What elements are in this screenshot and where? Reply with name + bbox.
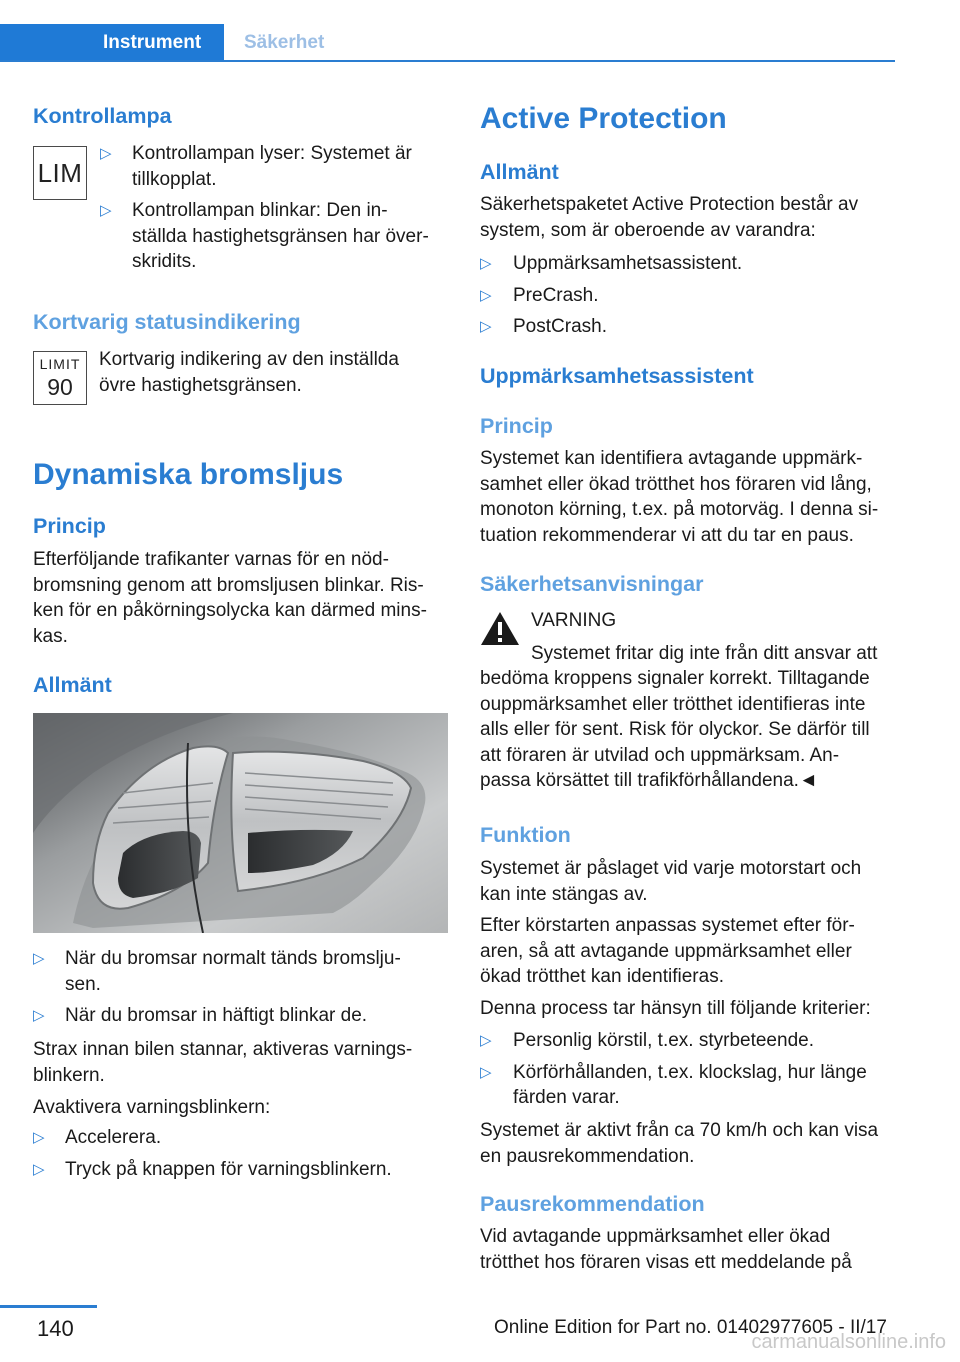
text-line: trötthet hos föraren visas ett meddelande på	[480, 1251, 852, 1273]
strax-text	[33, 1037, 453, 1088]
kortvarig-heading: Kortvarig statusindikering	[33, 310, 301, 334]
text-line: Strax innan bilen stannar, aktiveras varnings‐	[33, 1039, 413, 1060]
triangle-bullet-icon: ▷	[33, 1007, 45, 1024]
avaktivera-text: Avaktivera varningsblinkern:	[33, 1097, 271, 1118]
tail-light-illustration	[33, 713, 448, 933]
triangle-bullet-icon: ▷	[33, 1129, 45, 1146]
text-line: ouppmärksamhet eller trötthet identifieras inte	[480, 693, 866, 715]
text-line: Kortvarig indikering av den inställda	[99, 349, 399, 370]
triangle-bullet-icon: ▷	[480, 286, 492, 304]
list-item	[33, 1125, 453, 1151]
bullet-line: Accelerera.	[65, 1127, 162, 1148]
funktion-p1	[480, 856, 900, 907]
text-line: aren, så att avtagande uppmärksamhet eller	[480, 940, 852, 962]
bullet-line: Tryck på knappen för varningsblinkern.	[65, 1158, 392, 1180]
bullet-line: Körförhållanden, t.ex. klockslag, hur länge	[513, 1061, 867, 1083]
text-line: passa körsättet till trafikförhållandena.◄	[480, 770, 818, 791]
bullet-line: När du bromsar in häftigt blinkar de.	[65, 1005, 368, 1026]
limit-icon-number: 90	[47, 374, 73, 400]
bullet-line: Kontrollampan blinkar: Den in‐	[132, 200, 388, 221]
tab-sakerhet[interactable]: Säkerhet	[244, 32, 325, 53]
text-line: bedöma kroppens signaler korrekt. Tilltagande	[480, 668, 870, 689]
text-line: ken för en påkörningsolycka kan därmed mins‐	[33, 600, 427, 621]
triangle-bullet-icon: ▷	[480, 318, 492, 335]
triangle-bullet-icon: ▷	[100, 202, 112, 219]
lim-icon-label: LIM	[37, 158, 83, 188]
list-item	[480, 1028, 900, 1054]
text-line: kan inte stängas av.	[480, 883, 648, 905]
triangle-bullet-icon: ▷	[33, 950, 45, 967]
dynamiska-heading: Dynamiska bromsljus	[33, 458, 344, 491]
text-line: bromsning genom att bromsljusen blinkar. Ris‐	[33, 574, 424, 596]
bullet-line: sen.	[65, 973, 101, 995]
text-line: kas.	[33, 625, 68, 647]
triangle-bullet-icon: ▷	[480, 255, 492, 272]
text-line: blinkern.	[33, 1064, 105, 1086]
list-item	[480, 251, 900, 277]
bullet-line: Uppmärksamhetsassistent.	[513, 253, 743, 274]
list-item	[480, 1060, 900, 1111]
bullet-line: När du bromsar normalt tänds bromslju‐	[65, 948, 401, 969]
text-line: Efterföljande trafikanter varnas för en nöd‐	[33, 549, 389, 570]
text-line: alls eller för sent. Risk för olyckor. Se därför till	[480, 719, 870, 740]
text-line: Systemet är aktivt från ca 70 km/h och kan visa	[480, 1120, 879, 1141]
system-bullet-list	[480, 251, 900, 340]
triangle-bullet-icon: ▷	[33, 1160, 45, 1178]
text-line: en pausrekommendation.	[480, 1145, 695, 1167]
funktion-heading: Funktion	[480, 823, 571, 847]
triangle-bullet-icon: ▷	[100, 145, 112, 162]
list-item	[33, 946, 453, 997]
watermark-text: carmanualsonline.info	[751, 1331, 946, 1353]
list-item	[480, 314, 900, 340]
bullet-line: Kontrollampan lyser: Systemet är	[132, 143, 412, 164]
text-line: monoton körning, t.ex. på motorväg. I denna si‐	[480, 499, 879, 520]
list-item	[33, 1003, 453, 1029]
bullet-line: PostCrash.	[513, 316, 607, 337]
kriterier-bullet-list	[480, 1028, 900, 1111]
varning-first-line: Systemet fritar dig inte från ditt ansvar att	[531, 643, 878, 664]
page-number: 140	[37, 1316, 74, 1341]
dynamiska-princip-text	[33, 547, 453, 649]
dynamiska-allmant-heading: Allmänt	[33, 673, 112, 697]
text-line: Efter körstarten anpassas systemet efter för‐	[480, 915, 855, 936]
list-item	[100, 141, 450, 192]
lim-indicator-icon	[33, 146, 87, 200]
header-divider	[0, 60, 895, 62]
active-protection-title: Active Protection	[480, 102, 727, 135]
uppm-princip-heading: Princip	[480, 414, 553, 438]
paus-heading: Pausrekommendation	[480, 1192, 705, 1216]
bullet-line: tillkopplat.	[132, 168, 217, 190]
list-item	[100, 198, 450, 275]
text-line: övre hastighetsgränsen.	[99, 374, 302, 396]
bullet-line: skridits.	[132, 251, 197, 272]
text-line: Vid avtagande uppmärksamhet eller ökad	[480, 1226, 831, 1247]
paus-text	[480, 1224, 900, 1275]
bullet-line: färden varar.	[513, 1087, 620, 1108]
ap-allmant-text	[480, 192, 900, 243]
varning-label: VARNING	[531, 610, 617, 631]
bullet-line: Personlig körstil, t.ex. styrbeteende.	[513, 1030, 814, 1051]
funktion-p3: Denna process tar hänsyn till följande kriterier:	[480, 998, 871, 1019]
kontrollampa-heading: Kontrollampa	[33, 104, 172, 128]
kontrollampa-bullet-list	[100, 141, 450, 275]
warning-icon	[480, 611, 520, 647]
triangle-bullet-icon: ▷	[480, 1032, 492, 1049]
limit-indicator-icon	[33, 351, 87, 405]
text-line: Systemet kan identifiera avtagande uppmärk‐	[480, 448, 863, 469]
aktivt-text	[480, 1118, 900, 1169]
text-line: Systemet är påslaget vid varje motorstart och	[480, 858, 862, 879]
bromsljus-bullet-list	[33, 946, 453, 1029]
list-item	[480, 283, 900, 309]
limit-icon-top: LIMIT	[39, 356, 81, 372]
triangle-bullet-icon: ▷	[480, 1063, 492, 1081]
text-line: samhet eller ökad trötthet hos föraren vid lång,	[480, 473, 872, 495]
avaktivera-bullet-list	[33, 1125, 453, 1182]
uppm-princip-text	[480, 446, 900, 548]
dynamiska-princip-heading: Princip	[33, 514, 106, 538]
text-line: tuation rekommenderar vi att du tar en paus.	[480, 524, 854, 546]
funktion-p2	[480, 913, 900, 990]
uppm-heading: Uppmärksamhetsassistent	[480, 364, 754, 388]
kortvarig-text	[99, 347, 449, 398]
footer-divider	[0, 1305, 97, 1308]
ap-allmant-heading: Allmänt	[480, 160, 559, 184]
sakerhet-heading: Säkerhetsanvisningar	[480, 572, 704, 596]
list-item	[33, 1157, 453, 1183]
text-line: ökad trötthet kan identifieras.	[480, 966, 724, 987]
varning-text	[480, 666, 900, 794]
bullet-line: ställda hastighetsgränsen har över‐	[132, 225, 429, 247]
edition-text: Online Edition for Part no. 01402977605 - II/17	[494, 1317, 887, 1338]
text-line: Säkerhetspaketet Active Protection består av	[480, 194, 859, 215]
text-line: att föraren är utvilad och uppmärksam. An‐	[480, 744, 840, 766]
bullet-line: PreCrash.	[513, 284, 599, 306]
text-line: system, som är oberoende av varandra:	[480, 219, 816, 241]
tab-instrument[interactable]: Instrument	[0, 24, 224, 62]
